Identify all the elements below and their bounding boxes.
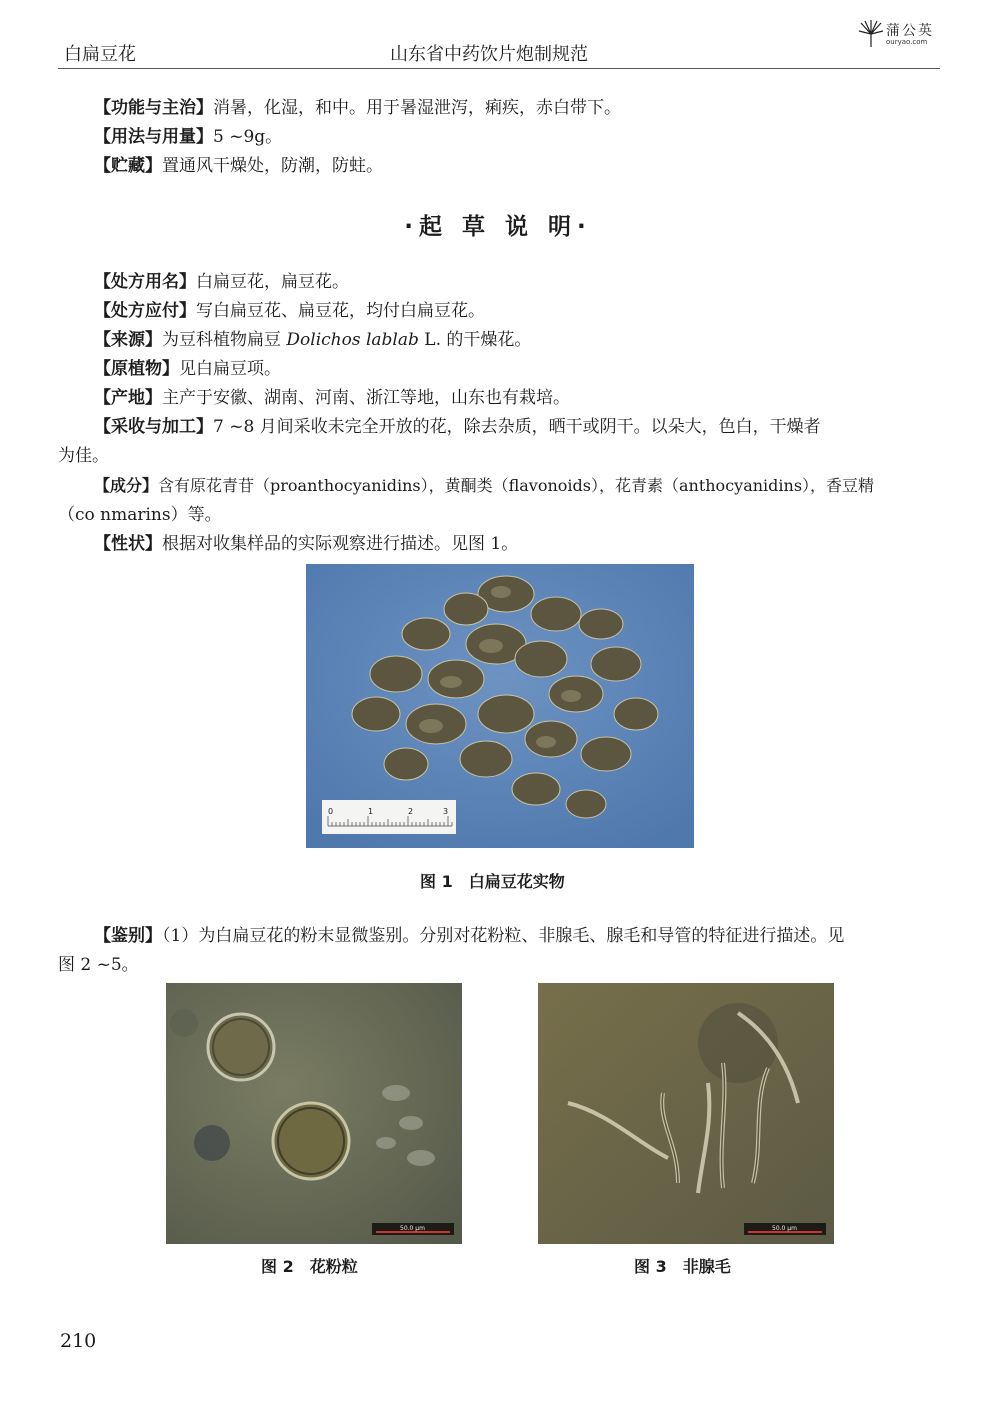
logo-url: ouryao.com [886, 38, 928, 46]
entry-harvest [94, 415, 821, 439]
entry-label: 【鉴别】 [94, 926, 162, 946]
entry-text: 为豆科植物扁豆 [162, 330, 287, 350]
scale-bar-label: 50.0 μm [400, 1225, 425, 1232]
ruler-label: 2 [408, 807, 414, 816]
entry-label: 【成分】 [94, 476, 159, 495]
dandelion-icon [858, 18, 884, 48]
figure-1-photo [306, 564, 694, 848]
figure-3-micrograph [538, 983, 834, 1244]
storage-line [94, 154, 383, 178]
function-text: 消暑，化湿，和中。用于暑湿泄泻，痢疾，赤白带下。 [213, 98, 621, 118]
dried-flowers-image [306, 564, 694, 848]
entry-label: 【处方用名】 [94, 272, 196, 292]
entry-label: 【采收与加工】 [94, 417, 213, 437]
entry-identification [94, 924, 844, 948]
ruler-label: 0 [328, 807, 334, 816]
entry-label: 【性状】 [94, 534, 162, 554]
entry-text: L. 的干燥花。 [418, 330, 532, 350]
entry-prescription-name [94, 270, 349, 294]
section-title: ·起 草 说 明· [404, 214, 592, 240]
entry-harvest-cont: 为佳。 [58, 446, 109, 466]
latin-name: Dolichos lablab [286, 330, 419, 350]
entry-text: 见白扁豆项。 [179, 359, 281, 379]
entry-origin [94, 386, 570, 410]
storage-label: 【贮藏】 [94, 156, 162, 176]
running-header-book-title: 山东省中药饮片炮制规范 [390, 44, 588, 65]
entry-text: 7 ~8 月间采收未完全开放的花，除去杂质，晒干或阴干。以朵大，色白，干燥者 [213, 417, 821, 437]
publisher-logo [858, 18, 948, 52]
entry-text: 含有原花青苷（proanthocyanidins），黄酮类（flavonoids），花青素（anthocyanidins），香豆精 [158, 476, 875, 495]
figure-3-caption: 图 3 非腺毛 [634, 1257, 731, 1276]
dosage-label: 【用法与用量】 [94, 127, 213, 147]
entry-prescription-dispense [94, 299, 485, 323]
entry-text: 白扁豆花，扁豆花。 [196, 272, 349, 292]
page-number: 210 [60, 1330, 97, 1352]
function-line [94, 96, 621, 120]
dosage-line [94, 125, 282, 149]
entry-characteristics [94, 532, 518, 556]
running-header-title: 白扁豆花 [64, 44, 136, 65]
storage-text: 置通风干燥处，防潮，防蛀。 [162, 156, 383, 176]
pollen-grain-image [166, 983, 462, 1244]
entry-text: 主产于安徽、湖南、河南、浙江等地，山东也有栽培。 [162, 388, 570, 408]
function-label: 【功能与主治】 [94, 98, 213, 118]
entry-text: 写白扁豆花、扁豆花，均付白扁豆花。 [196, 301, 485, 321]
figure-2-caption: 图 2 花粉粒 [261, 1257, 358, 1276]
ruler-label: 3 [443, 807, 449, 816]
logo-text: 蒲公英 [886, 23, 934, 39]
entry-label: 【原植物】 [94, 359, 179, 379]
entry-components-cont: （co nmarins）等。 [58, 505, 222, 525]
entry-components [94, 474, 874, 498]
entry-source [94, 328, 531, 352]
ruler-label: 1 [368, 807, 374, 816]
entry-text: （1）为白扁豆花的粉末显微鉴别。分别对花粉粒、非腺毛、腺毛和导管的特征进行描述。见 [162, 926, 845, 946]
entry-label: 【产地】 [94, 388, 162, 408]
header-rule [58, 68, 940, 69]
entry-label: 【来源】 [94, 330, 162, 350]
entry-identification-cont: 图 2 ~5。 [58, 955, 139, 975]
entry-original-plant [94, 357, 281, 381]
entry-label: 【处方应付】 [94, 301, 196, 321]
figure-1-caption: 图 1 白扁豆花实物 [420, 872, 565, 891]
dosage-text: 5 ~9g。 [213, 127, 283, 147]
entry-text: 根据对收集样品的实际观察进行描述。见图 1。 [162, 534, 519, 554]
non-glandular-hair-image [538, 983, 834, 1244]
scale-bar-label: 50.0 μm [772, 1225, 797, 1232]
figure-2-micrograph [166, 983, 462, 1244]
